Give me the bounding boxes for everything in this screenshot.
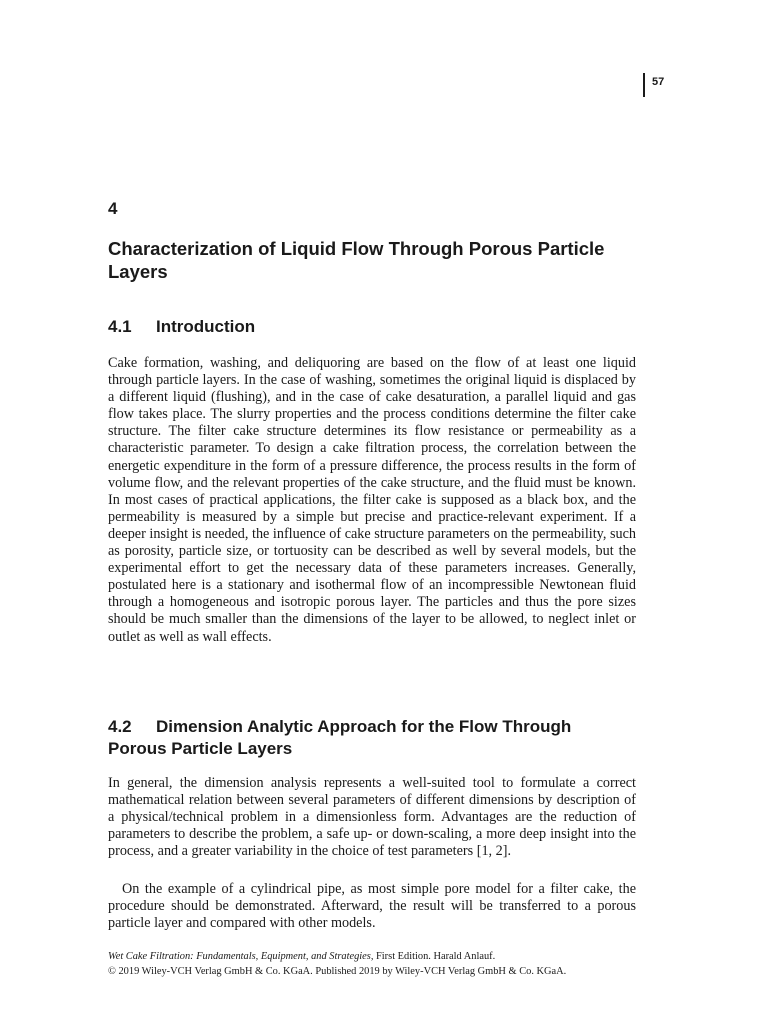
paragraph: Cake formation, washing, and deliquoring are based on the flow of at least one liquid through particle layers. In the case of washing, sometimes the original liquid is displaced by a different liquid (flushing), and in the case of cake desaturation, a parallel liquid and gas flow takes place. The slurry properties and the process conditions determine the filter cake structure. The filter cake structure determines its flow resistance or permeability as a characteristic parameter. To design a cake filtration process, the correlation between the energetic expenditure in the form of a pressure difference, the process results in the form of volume flow, and the relevant properties of the cake structure, and the fluid must be known. In most cases of practical applications, the filter cake is supposed as a black box, and the permeability is measured by a simple but precise and practice-relevant experiment. If a deeper insight is needed, the influence of cake structure parameters on the permeability, such as porosity, particle size, or tortuosity can be described as well by several models, but the experimental effort to get the necessary data of these parameters increases. Generally, postulated here is a stationary and isothermal flow of an incompressible Newtonean fluid through a homogeneous and isotropic porous layer. The particles and thus the pore sizes should be much smaller than the dimensions of the layer to be allowed, to neglect inlet or outlet as well as wall effects. bbox=[108, 355, 636, 645]
chapter-number: 4 bbox=[108, 199, 118, 218]
section-title-line1: Dimension Analytic Approach for the Flow Through bbox=[156, 717, 572, 736]
copyright-line: © 2019 Wiley-VCH Verlag GmbH & Co. KGaA. Published 2019 by Wiley-VCH Verlag GmbH & Co. KGaA. bbox=[108, 966, 567, 977]
copyright-footer bbox=[108, 949, 648, 979]
paragraph: In general, the dimension analysis represents a well-suited tool to formulate a correct mathematical relation between several parameters of different dimensions by description of a physical/technical problem in a dimensionless form. Advantages are the reduction of parameters to describe the problem, a safe up- or down-scaling, a more deep insight into the process, and a greater variability in the choice of test parameters [1, 2]. bbox=[108, 775, 636, 860]
section-number: 4.2 bbox=[108, 717, 132, 736]
page-number: 57 bbox=[643, 73, 664, 97]
section-heading-4-1 bbox=[108, 316, 636, 338]
section-title: Introduction bbox=[156, 317, 256, 336]
section-title-line2: Porous Particle Layers bbox=[108, 739, 293, 758]
paragraph: On the example of a cylindrical pipe, as most simple pore model for a filter cake, the procedure should be demonstrated. Afterward, the result will be transferred to a porous particle layer and compared with other models. bbox=[108, 881, 636, 932]
book-title: Wet Cake Filtration: Fundamentals, Equipment, and Strategies, bbox=[108, 951, 374, 962]
chapter-title: Characterization of Liquid Flow Through Porous Particle Layers bbox=[108, 238, 605, 282]
section-number: 4.1 bbox=[108, 317, 132, 336]
section-heading-4-2 bbox=[108, 716, 636, 760]
edition-author: First Edition. Harald Anlauf. bbox=[373, 951, 496, 962]
